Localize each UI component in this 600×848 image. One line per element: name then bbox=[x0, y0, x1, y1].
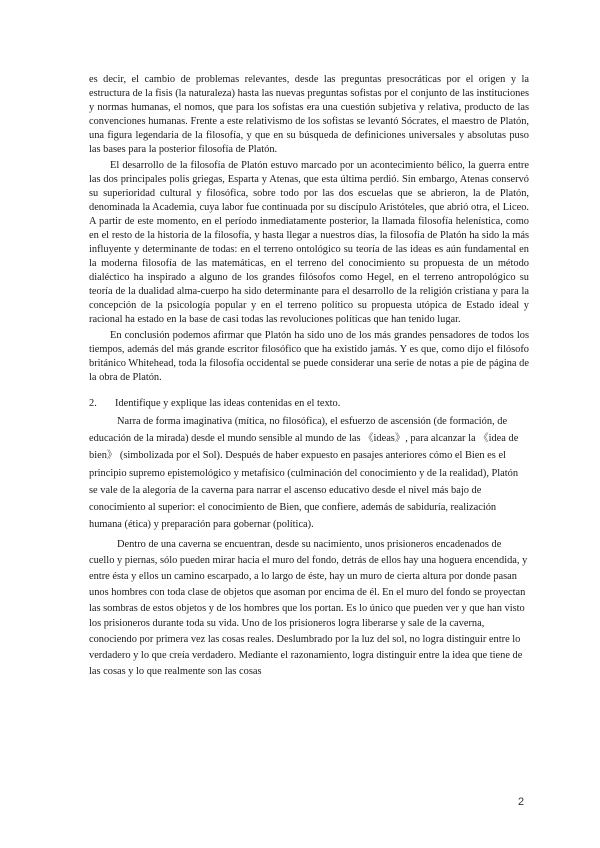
paragraph-plato-development: El desarrollo de la filosofía de Platón estuvo marcado por un acontecimiento bélico, la guerra entre las dos principales polis griegas, Esparta y Atenas, que esta última perdió. Sin embargo, Atenas conservó su superioridad cultural y filosófica, sobre todo por las dos escuelas que se abrieron, la de Platón, denominada la Academia, cuya labor fue continuada por su discípulo Aristóteles, que abrió otra, el Liceo. A partir de este momento, en el período inmediatamente posterior, la llamada filosofía helenística, como en el resto de la historia de la filosofía, y hasta llegar a nuestros días, la filosofía de Platón ha sido la más influyente y determinante de todas: en el terreno ontológico su teoría de las ideas es aún fundamental en la moderna filosofía de las matemáticas, en el terreno del conocimiento su propuesta de un método dialéctico ha inspirado a alguno de los grandes filósofos como Hegel, en el terreno antropológico su teoría de la dualidad alma-cuerpo ha sido determinante para el desarrollo de la religión cristiana y para la concepción de la psicología popular y en el terreno político su propuesta utópica de Estado ideal y racional ha estado en la base de casi todas las revoluciones políticas que han tenido lugar. bbox=[89, 160, 529, 325]
paragraph-conclusion: En conclusión podemos afirmar que Platón ha sido uno de los más grandes pensadores de todos los tiempos, además del más grande escritor filosófico que ha existido jamás. Y es que, como dijo el filósofo británico Whitehead, toda la filosofía occidental se puede considerar una serie de notas a pie de página de la obra de Platón. bbox=[89, 330, 529, 383]
page-content bbox=[89, 73, 529, 680]
page-number: 2 bbox=[518, 796, 525, 808]
answer-paragraph-allegory: Narra de forma imaginativa (mítica, no filosófica), el esfuerzo de ascensión (de formación, de educación de la mirada) desde el mundo sensible al mundo de las 《ideas》, para alcanzar la 《idea de bien》 (simbolizada por el Sol). Después de haber expuesto en pasajes anteriores cómo el Bien es el principio supremo epistemológico y metafísico (culminación del conocimiento y de la realidad), Platón se vale de la alegoría de la caverna para narrar el ascenso educativo desde el nivel más bajo de conocimiento al superior: el conocimiento de Bien, que confiere, además de sabiduría, realización humana (ética) y preparación para gobernar (política). bbox=[89, 416, 519, 531]
question-item bbox=[89, 397, 529, 411]
question-text: Identifique y explique las ideas contenidas en el texto. bbox=[115, 398, 341, 409]
question-section bbox=[89, 397, 529, 680]
paragraph-sophists: es decir, el cambio de problemas relevantes, desde las preguntas presocráticas por el origen y la estructura de la fisis (la naturaleza) hasta las nuevas preguntas sofistas por el conjunto de las instituciones y normas humanas, el nomos, que para los sofistas era una cuestión subjetiva y relativa, producto de las convenciones humanas. Frente a este relativismo de los sofistas se levantó Sócrates, el maestro de Platón, una figura legendaria de la filosofía, y que en su búsqueda de definiciones universales y absolutas puso las bases para la posterior filosofía de Platón. bbox=[89, 74, 529, 155]
answer-paragraph-cave: Dentro de una caverna se encuentran, desde su nacimiento, unos prisioneros encadenados de cuello y piernas, sólo pueden mirar hacia el muro del fondo, detrás de ellos hay una hoguera encendida, y entre ésta y ellos un camino escarpado, a lo largo de éste, hay un muro de cierta altura por donde pasan unos hombres con toda clase de objetos que asoman por encima de él. En el muro del fondo se proyectan las sombras de estos objetos y de los hombres que los portan. Es lo único que pueden ver y que han visto los prisioneros durante toda su vida. Uno de los prisioneros logra liberarse y sale de la caverna, conociendo por primera vez las cosas reales. Deslumbrado por la luz del sol, no logra distinguir entre lo verdadero y lo que creía verdadero. Mediante el razonamiento, logra distinguir entre la idea que tiene de las cosas y lo que realmente son las cosas bbox=[89, 539, 528, 677]
question-number: 2. bbox=[89, 398, 97, 409]
